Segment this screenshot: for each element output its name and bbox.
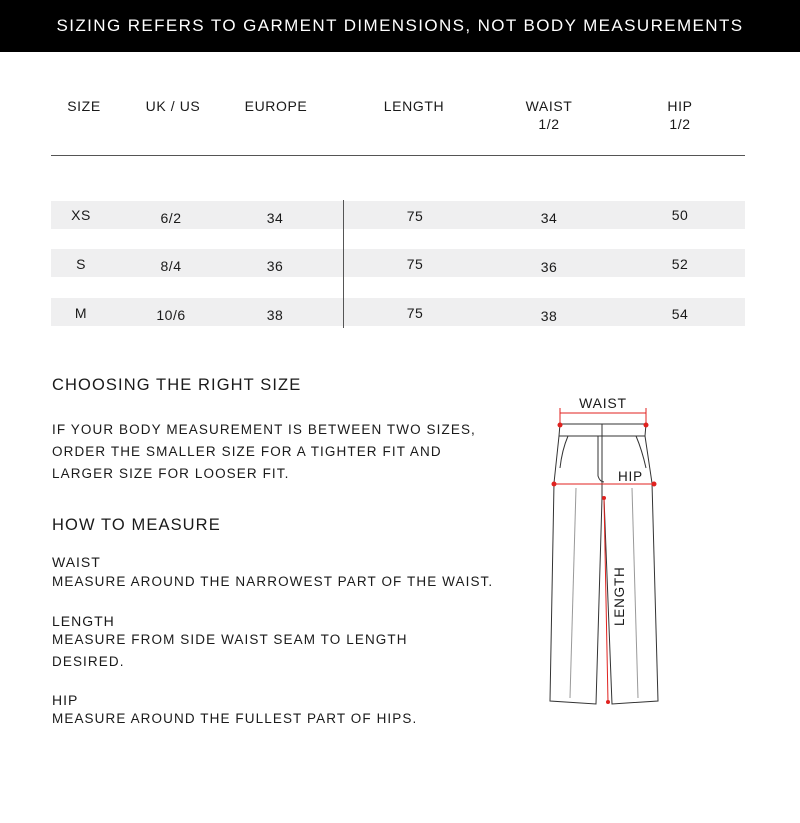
hip-label: HIP bbox=[618, 469, 643, 484]
sizing-banner: SIZING REFERS TO GARMENT DIMENSIONS, NOT BODY MEASUREMENTS bbox=[0, 0, 800, 52]
cell-length: 75 bbox=[406, 208, 424, 224]
cell-waist: 36 bbox=[540, 259, 558, 275]
cell-europe: 34 bbox=[266, 210, 284, 226]
waist-text: MEASURE AROUND THE NARROWEST PART OF THE WAIST. bbox=[52, 574, 494, 589]
cell-hip: 50 bbox=[671, 207, 689, 223]
header-europe: EUROPE bbox=[244, 98, 308, 114]
cell-size: S bbox=[76, 256, 86, 272]
cell-uk-us: 10/6 bbox=[156, 307, 186, 323]
cell-uk-us: 6/2 bbox=[160, 210, 182, 226]
hip-title: HIP bbox=[52, 692, 79, 708]
cell-hip: 54 bbox=[671, 306, 689, 322]
choosing-title: CHOOSING THE RIGHT SIZE bbox=[52, 376, 302, 394]
length-title: LENGTH bbox=[52, 613, 115, 629]
cell-waist: 38 bbox=[540, 308, 558, 324]
hip-text: MEASURE AROUND THE FULLEST PART OF HIPS. bbox=[52, 711, 418, 726]
header-waist: WAIST 1/2 bbox=[525, 98, 573, 132]
header-hip: HIP 1/2 bbox=[667, 98, 693, 132]
how-to-measure-title: HOW TO MEASURE bbox=[52, 516, 221, 534]
header-length: LENGTH bbox=[383, 98, 445, 114]
length-label: LENGTH bbox=[612, 566, 627, 626]
choosing-text: IF YOUR BODY MEASUREMENT IS BETWEEN TWO SIZES, ORDER THE SMALLER SIZE FOR A TIGHTER FIT AND LARGER SIZE FOR LOOSER FIT. bbox=[52, 422, 476, 481]
length-measure-line bbox=[602, 496, 610, 704]
trouser-diagram bbox=[540, 388, 670, 718]
cell-size: M bbox=[74, 305, 88, 321]
cell-length: 75 bbox=[406, 305, 424, 321]
header-divider bbox=[51, 155, 745, 156]
cell-europe: 36 bbox=[266, 258, 284, 274]
length-text: MEASURE FROM SIDE WAIST SEAM TO LENGTH DESIRED. bbox=[52, 632, 408, 669]
cell-europe: 38 bbox=[266, 307, 284, 323]
column-divider bbox=[343, 200, 344, 328]
cell-length: 75 bbox=[406, 256, 424, 272]
cell-hip: 52 bbox=[671, 256, 689, 272]
cell-uk-us: 8/4 bbox=[160, 258, 182, 274]
waist-label: WAIST bbox=[579, 395, 627, 411]
waist-title: WAIST bbox=[52, 554, 101, 570]
trouser-outline bbox=[550, 424, 658, 704]
cell-size: XS bbox=[71, 207, 91, 223]
cell-waist: 34 bbox=[540, 210, 558, 226]
header-uk-us: UK / US bbox=[145, 98, 201, 114]
header-size: SIZE bbox=[67, 98, 101, 114]
